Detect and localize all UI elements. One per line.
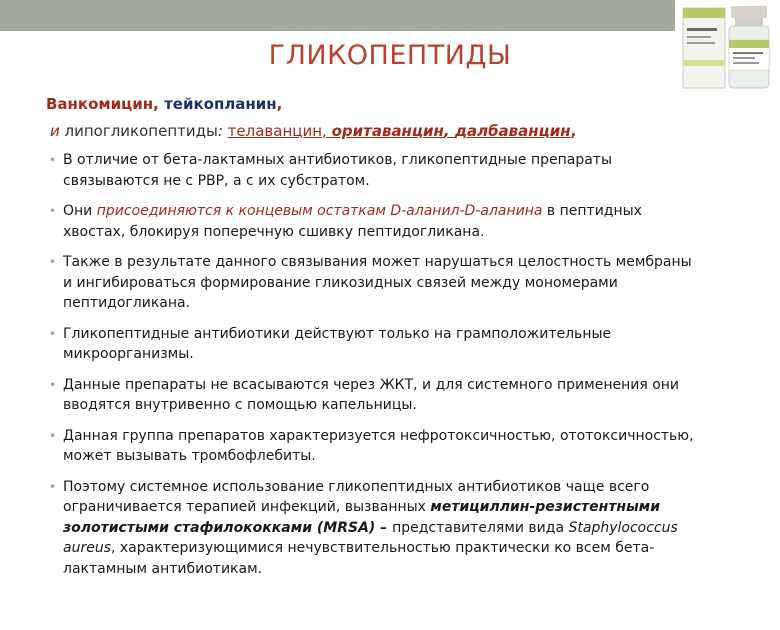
bullet-item (49, 201, 704, 242)
species-name: Staphylococcus aureus (63, 519, 678, 556)
bullet-text: , характеризующимися нечувствительностью практически ко всем бета-лактамным антибиотикам. (63, 540, 655, 577)
oritavancin-label: оритаванцин (331, 122, 444, 140)
separator: , (570, 122, 577, 140)
header-band (0, 0, 780, 31)
vancomycin-label: Ванкомицин (46, 95, 154, 113)
bullet-item (49, 477, 704, 580)
dalbavancin-label: далбаванцин (454, 122, 571, 140)
separator: , (322, 122, 332, 140)
bullet-item (49, 324, 704, 365)
separator: , (276, 95, 283, 113)
subtitle-lipoglycopeptides (50, 122, 576, 140)
and-prefix: и (50, 122, 60, 140)
subtitle-drug-names (46, 95, 282, 113)
lipoglycopeptides-label: липогликопептиды (59, 122, 218, 140)
bullet-item (49, 252, 704, 314)
separator: , (443, 122, 455, 140)
bullet-item (49, 375, 704, 416)
telavancin-label: телаванцин (227, 122, 323, 140)
teicoplanin-label: тейкопланин (164, 95, 277, 113)
bullet-text: Данные препараты не всасываются через ЖКТ, и для системного применения они вводятся внутривенно с помощью капельницы. (63, 376, 680, 413)
bullet-item (49, 426, 704, 467)
separator: , (153, 95, 165, 113)
bullet-emphasis: метициллин-резистентными золотистыми стафилококками (MRSA) – (63, 499, 661, 536)
bullet-text: Также в результате данного связывания может нарушаться целостность мембраны и ингибироваться формирование гликозидных связей между мономерами пептидогликана. (63, 254, 692, 311)
bullet-text: В отличие от бета-лактамных антибиотиков, гликопептидные препараты связываются не с PBP, а с их субстратом. (63, 152, 613, 189)
slide-title: ГЛИКОПЕПТИДЫ (268, 40, 512, 71)
bullet-text: Гликопептидные антибиотики действуют только на грамположительные микроорганизмы. (63, 325, 612, 362)
bullet-item (49, 150, 704, 191)
bullet-text: Данная группа препаратов характеризуется нефротоксичностью, ототоксичностью, может вызывать тромбофлебиты. (63, 427, 694, 464)
bullet-text: Они (63, 203, 97, 219)
bullet-text: в пептидных хвостах, блокируя поперечную сшивку пептидогликана. (63, 203, 642, 240)
bullet-emphasis: присоединяются к концевым остаткам D-аланил-D-аланина (96, 203, 543, 219)
separator: : (217, 122, 228, 140)
bullet-list (49, 150, 704, 589)
bullet-text: Поэтому системное использование гликопептидных антибиотиков чаще всего ограничивается терапией инфекций, вызванных (63, 478, 650, 515)
bullet-text: представителями вида (392, 519, 569, 536)
